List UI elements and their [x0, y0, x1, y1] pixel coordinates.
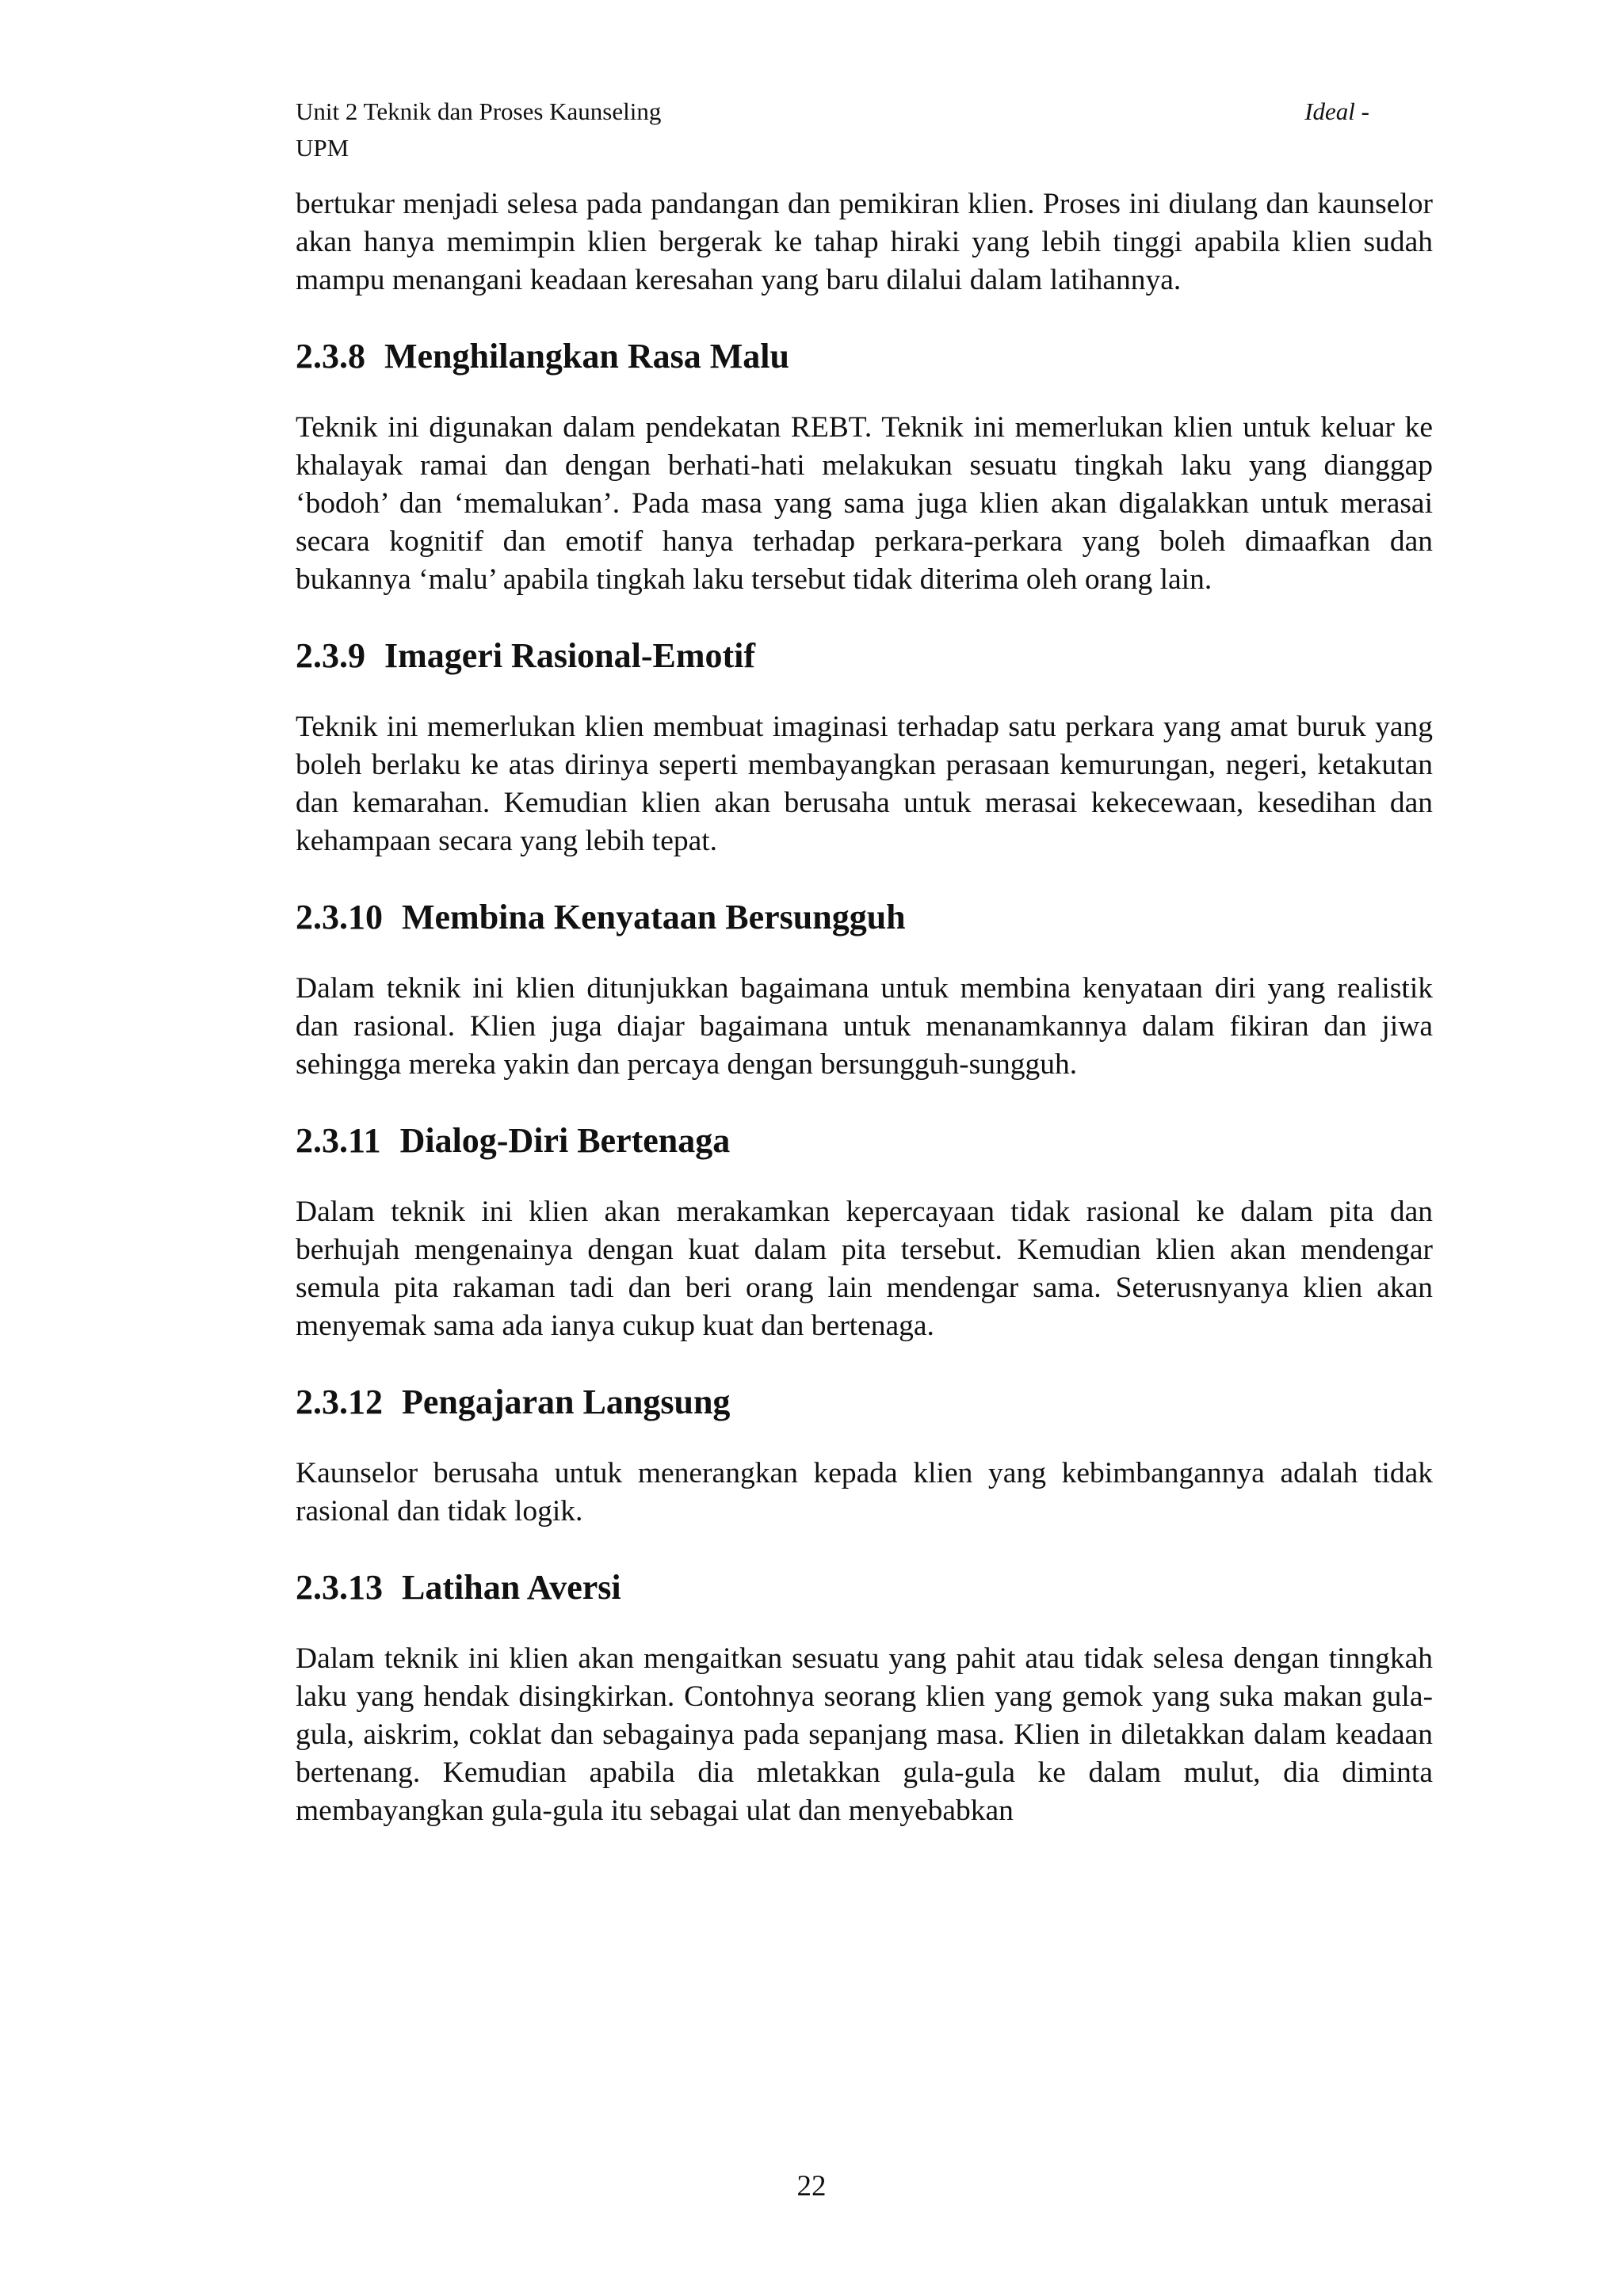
section-number: 2.3.12 [296, 1383, 383, 1421]
running-header [296, 93, 1433, 166]
document-page [296, 93, 1433, 1830]
section-heading [296, 1120, 1433, 1161]
section-2-3-12 [296, 1382, 1433, 1531]
section-heading [296, 635, 1433, 677]
header-institution: UPM [296, 134, 349, 162]
page-number: 22 [796, 2170, 827, 2203]
section-2-3-10 [296, 897, 1433, 1084]
section-number: 2.3.11 [296, 1121, 381, 1160]
section-heading [296, 336, 1433, 377]
section-title: Pengajaran Langsung [402, 1383, 731, 1421]
section-title: Dialog-Diri Bertenaga [399, 1121, 731, 1160]
section-paragraph: Kaunselor berusaha untuk menerangkan kepada klien yang kebimbangannya adalah tidak rasional dan tidak logik. [296, 1457, 1433, 1527]
section-number: 2.3.9 [296, 636, 365, 675]
section-heading [296, 1382, 1433, 1423]
section-paragraph: Dalam teknik ini klien akan merakamkan kepercayaan tidak rasional ke dalam pita dan berhujah mengenainya dengan kuat dalam pita tersebut. Kemudian klien akan mendengar semula pita rakaman tadi dan beri orang lain mendengar sama. Seterusnyanya klien akan menyemak sama ada ianya cukup kuat dan bertenaga. [296, 1196, 1433, 1342]
header-title: Unit 2 Teknik dan Proses Kaunseling [296, 97, 662, 125]
section-number: 2.3.10 [296, 898, 383, 936]
header-logo-text: Ideal - [1304, 97, 1369, 125]
section-paragraph: Teknik ini digunakan dalam pendekatan REBT. Teknik ini memerlukan klien untuk keluar ke khalayak ramai dan dengan berhati-hati melakukan sesuatu tingkah laku yang dianggap ‘bodoh’ dan ‘memalukan’. Pada masa yang sama juga klien akan digalakkan untuk merasai secara kognitif dan emotif hanya terhadap perkara-perkara yang boleh dimaafkan dan bukannya ‘malu’ apabila tingkah laku tersebut tidak diterima oleh orang lain. [296, 411, 1433, 596]
section-number: 2.3.8 [296, 337, 365, 376]
section-2-3-11 [296, 1120, 1433, 1345]
continuation-paragraph: bertukar menjadi selesa pada pandangan dan pemikiran klien. Proses ini diulang dan kaunselor akan hanya memimpin klien bergerak ke tahap hiraki yang lebih tinggi apabila klien sudah mampu menangani keadaan keresahan yang baru dilalui dalam latihannya. [296, 188, 1433, 296]
section-title: Menghilangkan Rasa Malu [384, 337, 789, 376]
section-title: Latihan Aversi [402, 1568, 621, 1607]
continuation-paragraph-block [296, 185, 1433, 299]
section-2-3-8 [296, 336, 1433, 599]
section-title: Membina Kenyataan Bersungguh [402, 898, 906, 936]
section-paragraph: Dalam teknik ini klien ditunjukkan bagaimana untuk membina kenyataan diri yang realistik dan rasional. Klien juga diajar bagaimana untuk menanamkannya dalam fikiran dan jiwa sehingga mereka yakin dan percaya dengan bersungguh-sungguh. [296, 972, 1433, 1081]
section-paragraph: Teknik ini memerlukan klien membuat imaginasi terhadap satu perkara yang amat buruk yang boleh berlaku ke atas dirinya seperti membayangkan perasaan kemurungan, negeri, ketakutan dan kemarahan. Kemudian klien akan berusaha untuk merasai kekecewaan, kesedihan dan kehampaan secara yang lebih tepat. [296, 711, 1433, 857]
section-heading [296, 897, 1433, 938]
section-number: 2.3.13 [296, 1568, 383, 1607]
section-heading [296, 1567, 1433, 1608]
section-title: Imageri Rasional-Emotif [384, 636, 756, 675]
section-2-3-13 [296, 1567, 1433, 1830]
section-2-3-9 [296, 635, 1433, 860]
section-paragraph: Dalam teknik ini klien akan mengaitkan sesuatu yang pahit atau tidak selesa dengan tinngkah laku yang hendak disingkirkan. Contohnya seorang klien yang gemok yang suka makan gula-gula, aiskrim, coklat dan sebagainya pada sepanjang masa. Klien in diletakkan dalam keadaan bertenang. Kemudian apabila dia mletakkan gula-gula ke dalam mulut, dia diminta membayangkan gula-gula itu sebagai ulat dan menyebabkan [296, 1642, 1433, 1827]
